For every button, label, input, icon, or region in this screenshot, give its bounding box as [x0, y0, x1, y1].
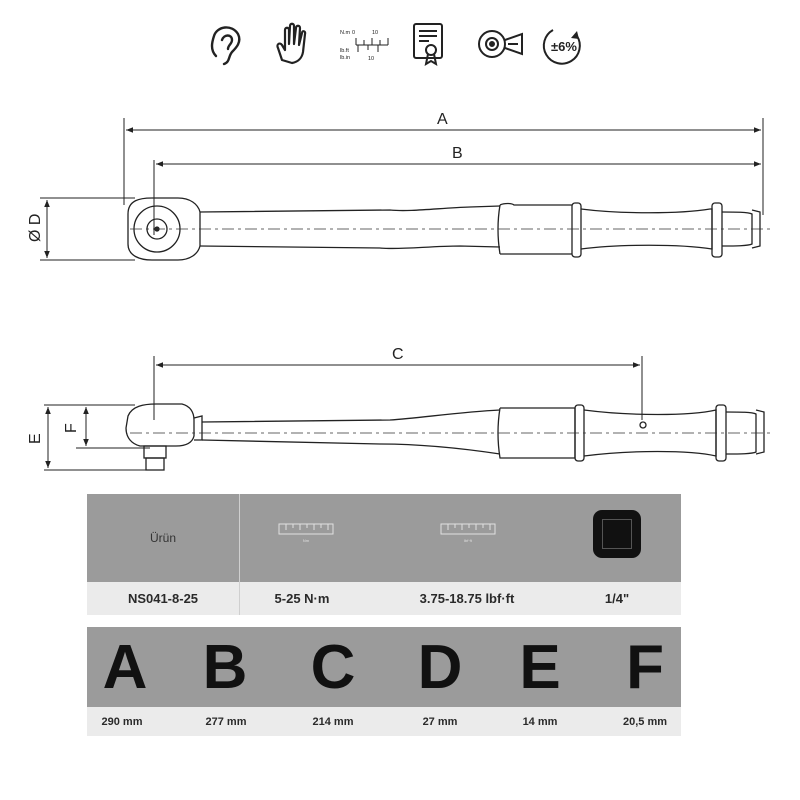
spec-table-header [87, 494, 681, 582]
wrench-side-view [126, 404, 764, 470]
label-b: B [452, 145, 463, 162]
ratchet-head-icon [479, 31, 522, 57]
dimensions-header [87, 627, 681, 707]
accuracy-text: ±6% [551, 39, 577, 54]
dual-scale-icon [340, 30, 388, 62]
dim-letter-b: B [202, 632, 248, 702]
scale-nm-icon [278, 522, 334, 544]
scale-label-ten: 10 [372, 30, 379, 36]
scale-lbf-icon [440, 522, 496, 544]
dimensions-values-row [87, 707, 681, 736]
hand-icon [277, 24, 305, 63]
label-c: C [392, 346, 404, 363]
dim-value-f: 20,5 mm [622, 715, 668, 728]
accuracy-icon [544, 30, 580, 64]
header-product: Ürün [149, 531, 176, 545]
technical-drawing [0, 90, 800, 480]
feature-icons [200, 18, 600, 70]
ear-icon [212, 27, 239, 64]
scale-label-lbin: lb.in [340, 55, 351, 61]
certificate-icon [414, 24, 442, 64]
scale-lbf-caption: lbf·ft [464, 538, 472, 543]
cell-product: NS041-8-25 [127, 591, 199, 606]
scale-label-nm: N.m [340, 30, 351, 36]
label-e: E [27, 433, 44, 444]
dimensions-table [87, 627, 681, 736]
dim-letter-a: A [102, 632, 148, 702]
dim-letter-f: F [626, 632, 664, 702]
label-f: F [63, 423, 80, 433]
scale-nm-caption: Nm [302, 538, 310, 543]
dim-value-d: 27 mm [422, 715, 458, 728]
row-divider [239, 582, 240, 615]
dim-value-b: 277 mm [205, 715, 247, 728]
dim-letter-d: D [417, 632, 463, 702]
dim-value-c: 214 mm [312, 715, 354, 728]
label-d: Ø D [27, 213, 44, 242]
cell-range-nm: 5-25 N·m [274, 591, 330, 606]
cell-range-lbf: 3.75-18.75 lbf·ft [419, 591, 515, 606]
scale-label-lbft: lb.ft [340, 48, 349, 54]
scale-label-ten-bottom: 10 [368, 56, 375, 62]
scale-label-zero: 0 [352, 30, 356, 36]
square-drive-icon [593, 510, 641, 558]
dim-letter-e: E [519, 632, 561, 702]
dim-letter-c: C [310, 632, 356, 702]
dim-value-e: 14 mm [522, 715, 558, 728]
cell-drive: 1/4" [604, 591, 630, 606]
header-divider [239, 494, 240, 582]
label-a: A [437, 111, 448, 128]
dim-value-a: 290 mm [101, 715, 143, 728]
specification-table [87, 494, 681, 615]
spec-table-row [87, 582, 681, 615]
